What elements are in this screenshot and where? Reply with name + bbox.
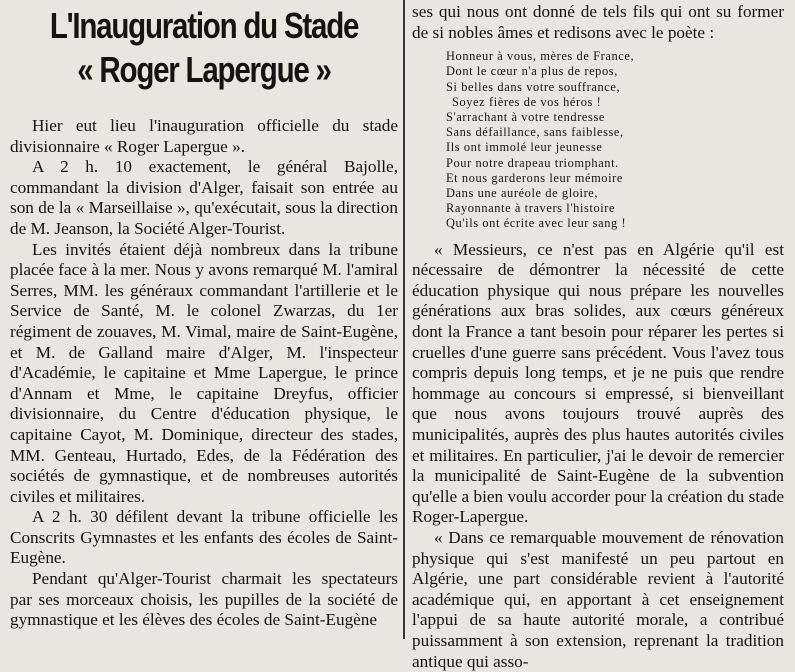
paragraph: Les invités étaient déjà nombreux dans la tribune placée face à la mer. Nous y avons remarqué M. l'amiral Serres, MM. les généraux commandant l'artillerie et le Service de Santé, M. le colonel Zwarzas, du 1er régiment de zouaves, M. Vimal, maire de Saint-Eugène, et M. de Galland maire d'Alger, M. l'inspecteur d'Académie, le capitaine et Mme Lapergue, le prince d'Annam et Mme, le capitaine Dreyfus, officier divisionnaire, du Centre d'éducation physique, le capitaine Cayot, M. Dominique, directeur des stades, MM. Genteau, Hurtado, Edes, de la Fédération des sociétés de gymnastique, et de nombreuses autorités civiles et militaires. (10, 239, 398, 506)
poem-line: Soyez fières de vos héros ! (452, 94, 602, 109)
article-title (45, 4, 363, 92)
paragraph: A 2 h. 30 défilent devant la tribune officielle les Conscrits Gymnastes et les enfants des écoles de Saint-Eugène. (10, 507, 398, 568)
right-column (412, 2, 784, 672)
poem-line: Qu'ils ont écrite avec leur sang ! (446, 216, 627, 231)
continued-paragraph: ses qui nous ont donné de tels fils qui ont su former de si nobles âmes et redisons avec le poète : (412, 2, 784, 42)
right-article-body (412, 2, 784, 672)
title-line-2: « Roger Lapergue » (77, 49, 331, 90)
left-column (10, 2, 398, 631)
poem-line: Ils ont immolé leur jeunesse (446, 140, 603, 155)
poem-line: Dans une auréole de gloire, (446, 186, 599, 201)
poem-line: Rayonnante à travers l'histoire (446, 201, 616, 216)
paragraph: A 2 h. 10 exactement, le général Bajolle, commandant la division d'Alger, faisait son entrée au son de la « Marseillaise », qu'exécutait, sous la direction de M. Jeanson, la Société Alger-Tourist. (10, 157, 398, 238)
poem-line: Pour notre drapeau triomphant. (446, 155, 619, 170)
poem-line: Sans défaillance, sans faiblesse, (446, 125, 624, 140)
title-line-1: L'Inauguration du Stade (49, 5, 359, 46)
poem-line: Honneur à vous, mères de France, (446, 49, 635, 64)
poem (446, 49, 784, 231)
poem-line: Dont le cœur n'a plus de repos, (446, 64, 618, 79)
paragraph: « Messieurs, ce n'est pas en Algérie qu'il est nécessaire de démontrer la nécessité de cette éducation physique qui nous prépare les nouvelles générations aux bras solides, aux cœurs généreux dont la France a tant besoin pour réparer les pertes si cruelles d'une guerre sans précédent. Vous l'avez tous compris depuis long temps, et je ne puis que rendre hommage au concours si empressé, si bienveillant que nous avons toujours trouvé auprès des municipalités, auprès des plus hautes autorités civiles et militaires. En particulier, j'ai le devoir de remercier la municipalité de Saint-Eugène de la subvention qu'elle a bien voulu accorder pour la création du stade Roger-Lapergue. (412, 239, 784, 527)
paragraph: Hier eut lieu l'inauguration officielle du stade divisionnaire « Roger Lapergue ». (10, 116, 398, 156)
column-divider (403, 0, 405, 639)
left-article-body (10, 116, 398, 631)
poem-line: S'arrachant à votre tendresse (446, 110, 605, 124)
poem-line: Et nous garderons leur mémoire (446, 170, 623, 185)
paragraph: « Dans ce remarquable mouvement de rénovation physique qui s'est manifesté un peu partout en Algérie, une part considérable revient à l'autorité académique qui, en apportant à cet enseignement l'appui de sa haute autorité morale, a contribué puissamment à son extension, reprenant la tradition antique qui asso- (412, 527, 784, 671)
poem-line: Si belles dans votre souffrance, (446, 79, 621, 94)
paragraph: Pendant qu'Alger-Tourist charmait les spectateurs par ses morceaux choisis, les pupilles de la société de gymnastique et les élèves des écoles de Saint-Eugène (10, 569, 398, 630)
